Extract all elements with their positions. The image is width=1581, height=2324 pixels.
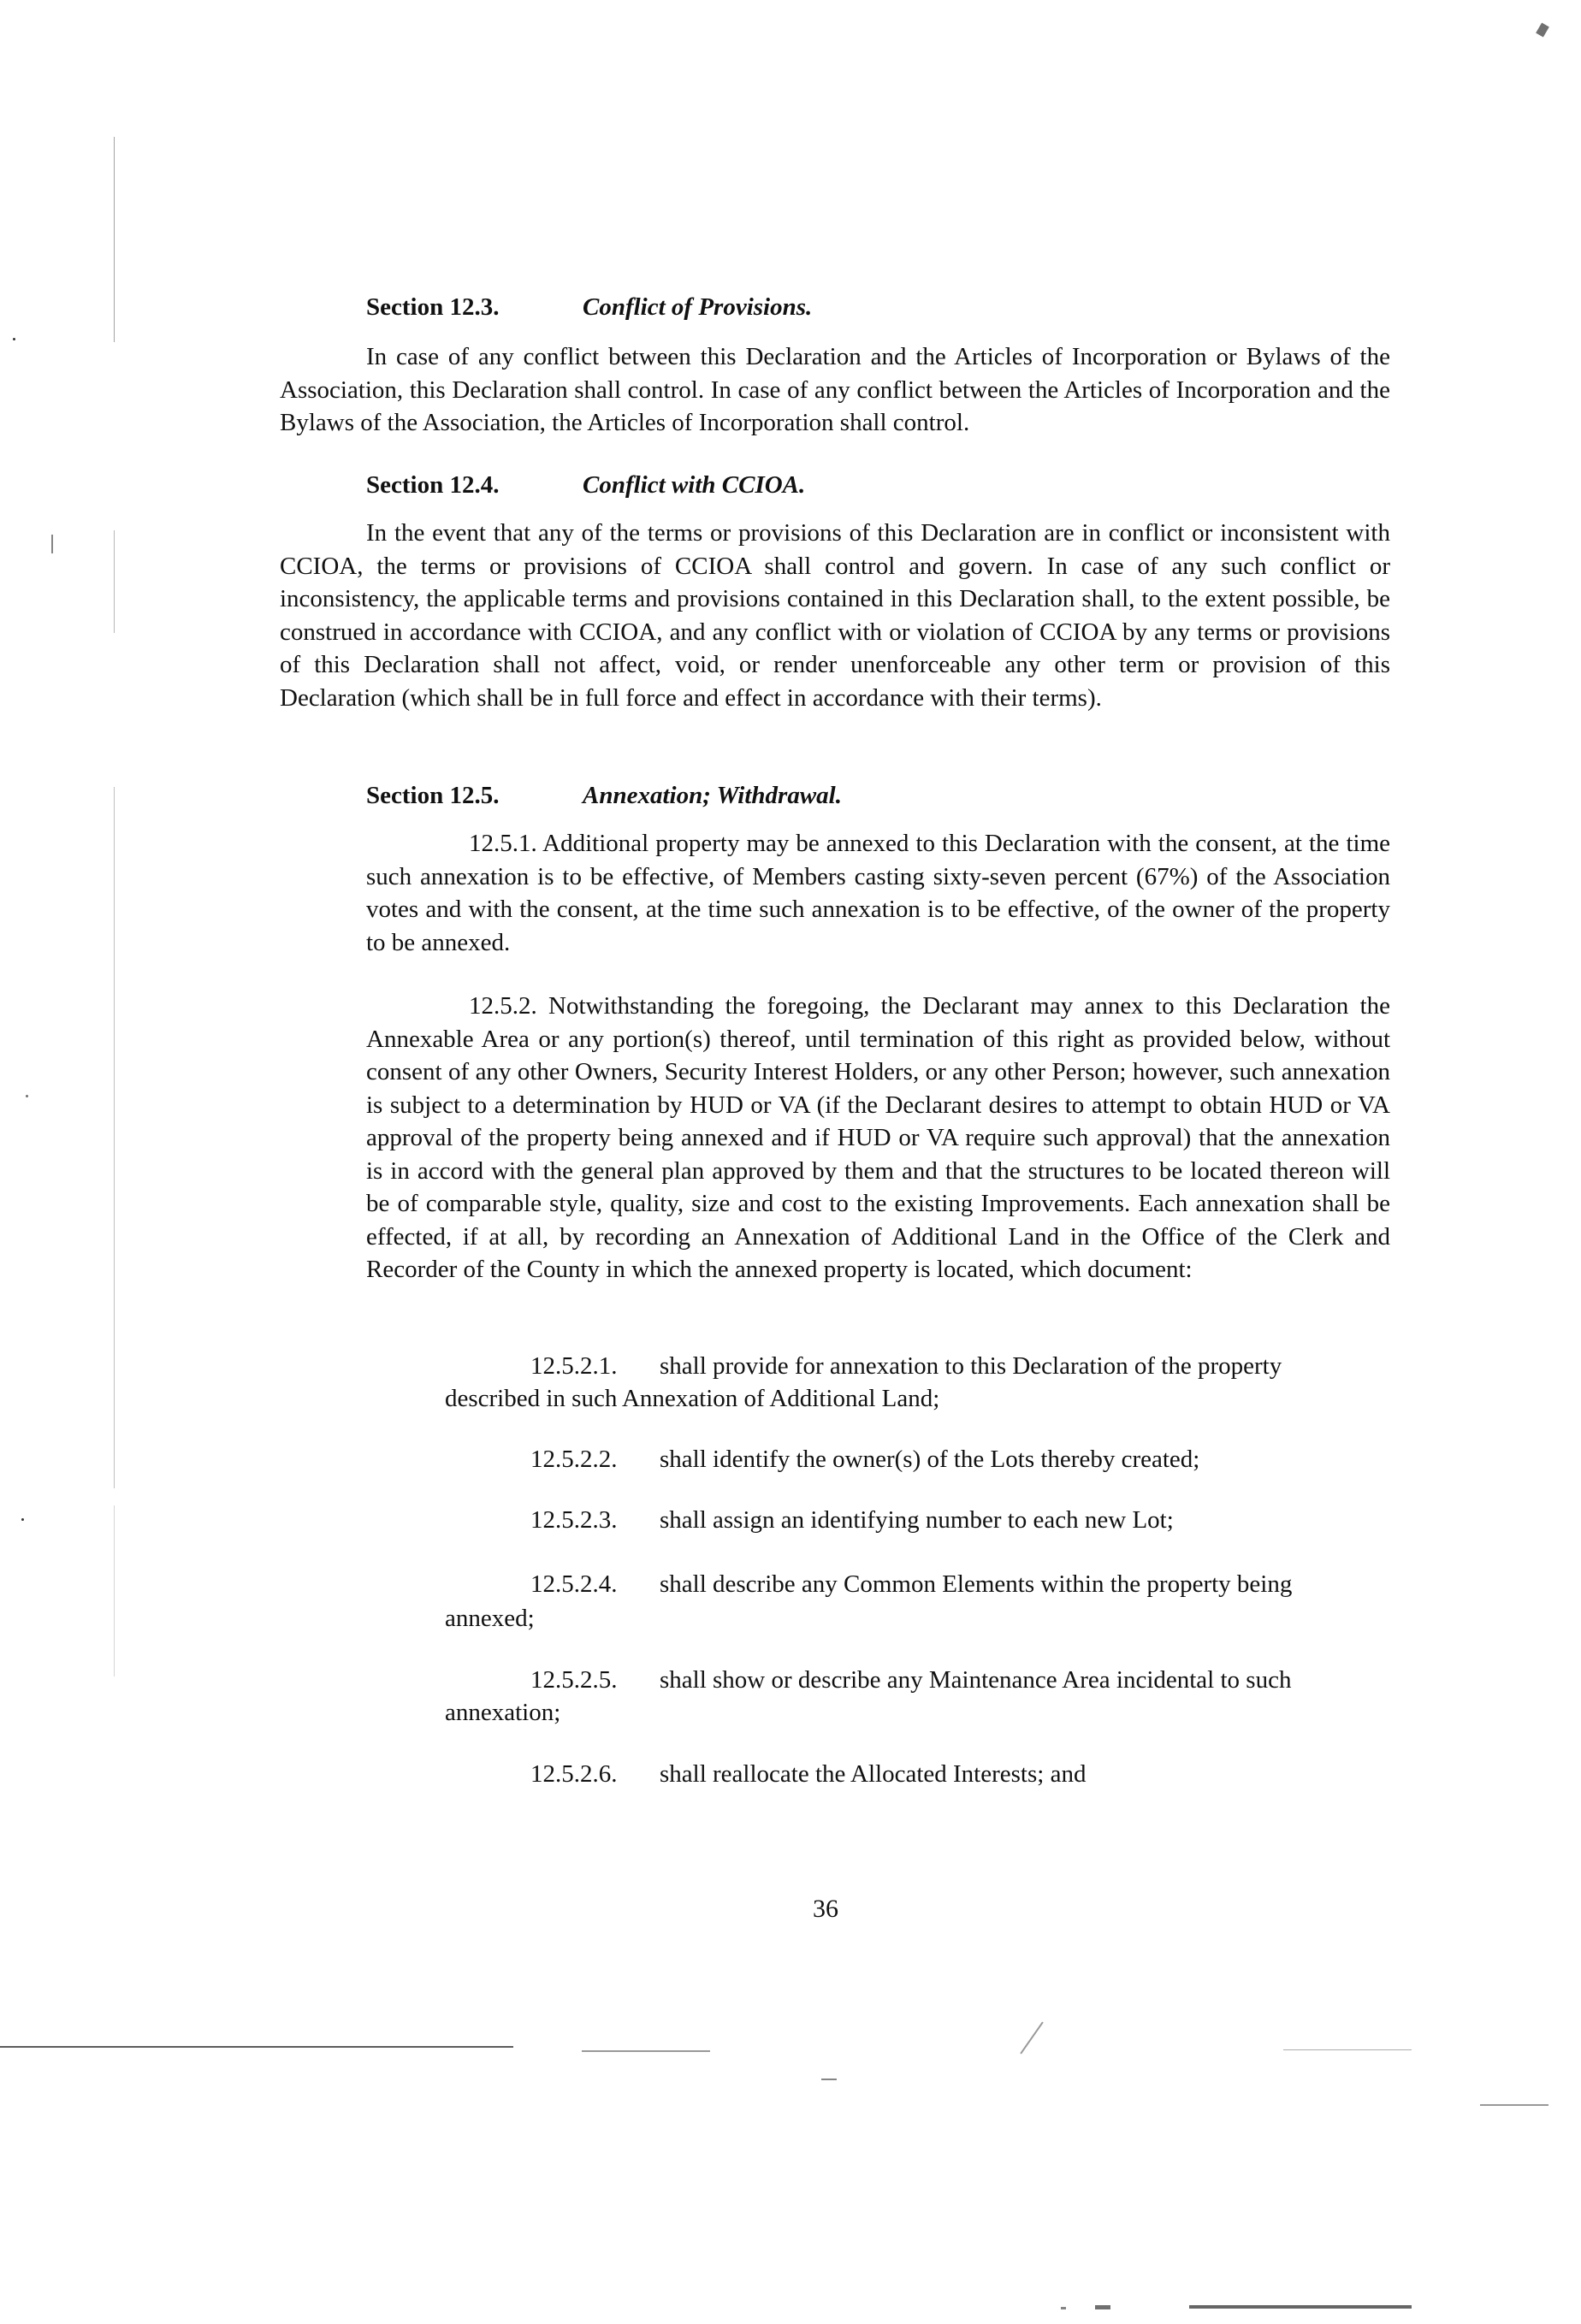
subitem-text: shall describe any Common Elements within the property being: [660, 1570, 1293, 1598]
page-number: 36: [813, 1895, 838, 1923]
section-number: Section 12.3.: [366, 293, 500, 321]
section-heading: [366, 779, 842, 812]
scan-margin-line: [114, 530, 115, 633]
scan-mark: [51, 535, 53, 553]
scan-mark: [821, 2079, 837, 2080]
subitem-text: shall show or describe any Maintenance Area incidental to such: [660, 1666, 1292, 1694]
paragraph: 12.5.1. Additional property may be annexed to this Declaration with the consent, at the time such annexation is to be effective, of Members casting sixty-seven percent (67%) of the Association votes and with the consent, at the time such annexation is to be effective, of the owner of the property to be annexed.: [366, 830, 1390, 956]
scan-margin-line: [114, 787, 115, 1488]
scan-bottom-line: [1283, 2049, 1412, 2050]
section-number: Section 12.5.: [366, 782, 500, 809]
scan-mark: [1061, 2307, 1066, 2309]
subitem-number: 12.5.2.4.: [530, 1570, 618, 1598]
scan-margin-line: [114, 137, 115, 342]
subitem-text: shall assign an identifying number to each new Lot;: [660, 1506, 1174, 1534]
scan-dot: [13, 338, 15, 340]
subitem-text: shall identify the owner(s) of the Lots thereby created;: [660, 1446, 1200, 1473]
subitem-number: 12.5.2.2.: [530, 1446, 618, 1473]
section-heading: [366, 469, 805, 501]
scan-bottom-line: [1189, 2305, 1412, 2309]
scan-dot: [21, 1518, 24, 1521]
subitem-number: 12.5.2.1.: [530, 1352, 618, 1380]
subitem-text: shall provide for annexation to this Declaration of the property: [660, 1352, 1282, 1380]
paragraph: In case of any conflict between this Declaration and the Articles of Incorporation or Bylaws of the Association, this Declaration shall control. In case of any conflict between the Articles of Incorporation and the Bylaws of the Association, the Articles of Incorporation shall control.: [280, 343, 1390, 436]
subitem-text: shall reallocate the Allocated Interests; and: [660, 1760, 1087, 1788]
subitem-number: 12.5.2.6.: [530, 1760, 618, 1788]
scan-mark: [1095, 2305, 1110, 2309]
scan-mark: [1020, 2021, 1043, 2054]
subitem-text-continued: described in such Annexation of Additional Land;: [445, 1385, 940, 1412]
scan-margin-line: [114, 1505, 115, 1676]
subitem-number: 12.5.2.5.: [530, 1666, 618, 1694]
paragraph: In the event that any of the terms or provisions of this Declaration are in conflict or inconsistent with CCIOA, the terms or provisions of CCIOA shall control and govern. In case of any such conflict or inconsistency, the applicable terms and provisions contained in this Declaration shall, to the extent possible, be construed in accordance with CCIOA, and any conflict with or violation of CCIOA by any terms or provisions of this Declaration shall not affect, void, or render unenforceable any other term or provision of this Declaration (which shall be in full force and effect in accordance with their terms).: [280, 519, 1390, 712]
scan-bottom-line: [0, 2046, 513, 2048]
scan-mark: [1536, 22, 1549, 37]
section-title: Conflict of Provisions.: [583, 293, 813, 321]
paragraph: 12.5.2. Notwithstanding the foregoing, the Declarant may annex to this Declaration the Annexable Area or any portion(s) thereof, until termination of this right as provided below, without consent of any other Owners, Security Interest Holders, or any other Person; however, such annexation is subject to a determination by HUD or VA (if the Declarant desires to attempt to obtain HUD or VA approval of the property being annexed and if HUD or VA require such approval) that the annexation is in accord with the general plan approved by them and that the structures to be located thereon will be of comparable style, quality, size and cost to the existing Improvements. Each annexation shall be effected, if at all, by recording an Annexation of Additional Land in the Office of the Clerk and Recorder of the County in which the annexed property is located, which document:: [366, 992, 1390, 1283]
subitem-text-continued: annexation;: [445, 1699, 561, 1726]
subitem-number: 12.5.2.3.: [530, 1506, 618, 1534]
scan-bottom-line: [582, 2050, 710, 2052]
scan-dot: [26, 1095, 28, 1097]
subitem-text-continued: annexed;: [445, 1605, 535, 1632]
section-title: Conflict with CCIOA.: [583, 471, 806, 499]
section-heading: [366, 291, 812, 323]
section-title: Annexation; Withdrawal.: [583, 782, 842, 809]
scan-bottom-line: [1480, 2104, 1548, 2106]
section-number: Section 12.4.: [366, 471, 500, 499]
